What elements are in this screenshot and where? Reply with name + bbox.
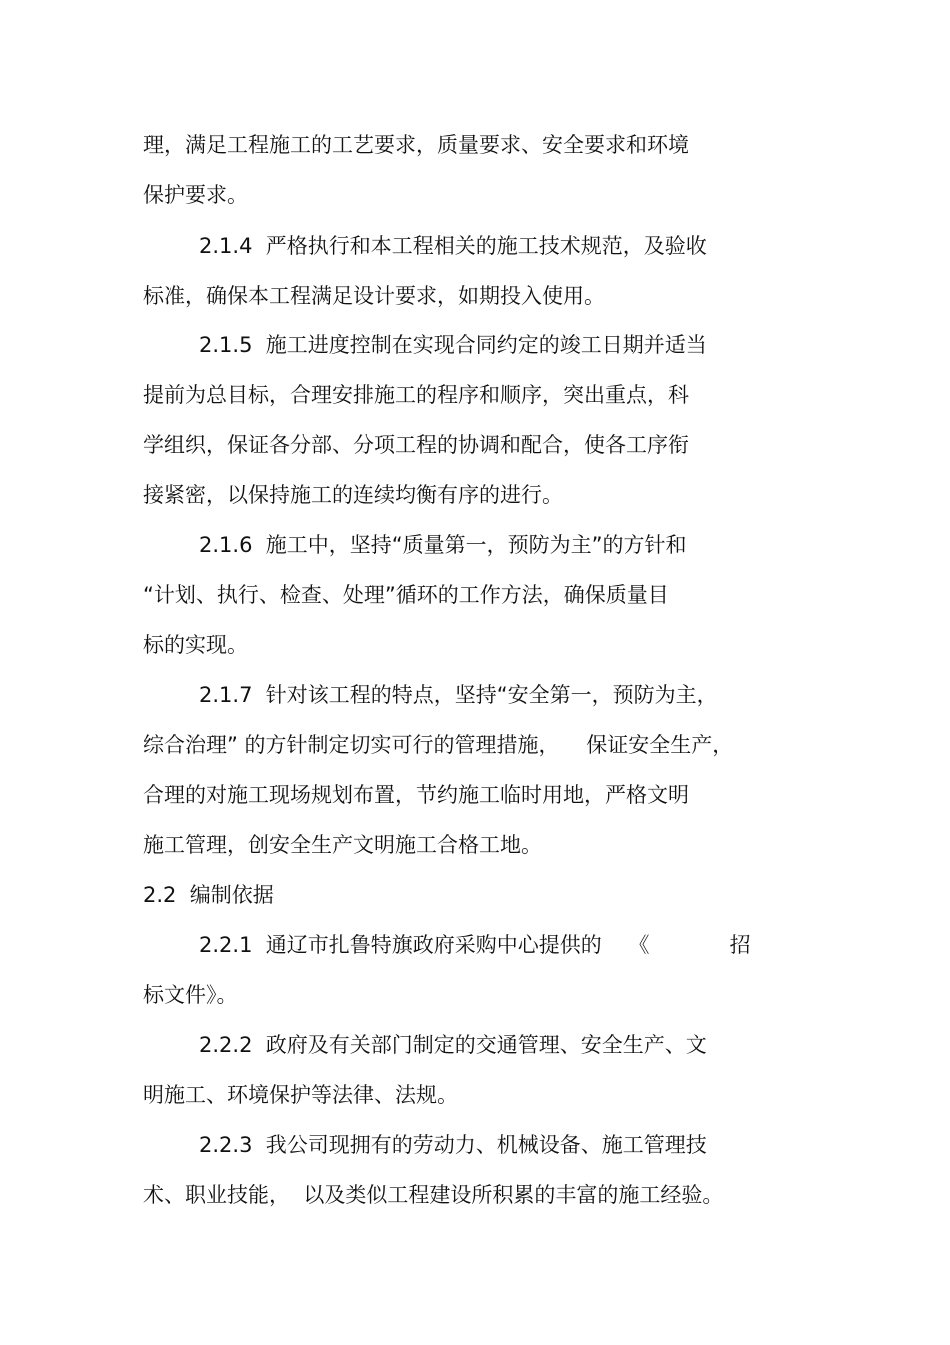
- text-line: 2.2.3 我公司现拥有的劳动力、机械设备、施工管理技: [199, 1133, 707, 1157]
- section-heading: 2.2 编制依据: [143, 883, 274, 907]
- text-line: 标准，确保本工程满足设计要求，如期投入使用。: [143, 284, 605, 308]
- text-line: 术、职业技能， 以及类似工程建设所积累的丰富的施工经验。: [143, 1183, 724, 1207]
- text-line: 2.2.2 政府及有关部门制定的交通管理、安全生产、文: [199, 1033, 707, 1057]
- text-line: 合理的对施工现场规划布置，节约施工临时用地，严格文明: [143, 783, 689, 807]
- text-line: 2.1.5 施工进度控制在实现合同约定的竣工日期并适当: [199, 333, 707, 357]
- text-line: 标的实现。: [143, 633, 248, 657]
- text-line: 明施工、环境保护等法律、法规。: [143, 1083, 458, 1107]
- text-line: 标文件》。: [143, 983, 238, 1007]
- text-line: “计划、执行、检查、处理”循环的工作方法，确保质量目: [143, 583, 669, 607]
- text-line: 学组织，保证各分部、分项工程的协调和配合，使各工序衔: [143, 433, 689, 457]
- text-line: 综合治理” 的方针制定切实可行的管理措施， 保证安全生产，: [143, 733, 734, 757]
- text-line: 2.1.7 针对该工程的特点，坚持“安全第一，预防为主，: [199, 683, 718, 707]
- text-line: 2.2.1 通辽市扎鲁特旗政府采购中心提供的 《 招: [199, 933, 751, 957]
- text-line: 2.1.6 施工中，坚持“质量第一，预防为主”的方针和: [199, 533, 687, 557]
- text-line: 施工管理，创安全生产文明施工合格工地。: [143, 833, 542, 857]
- text-line: 提前为总目标，合理安排施工的程序和顺序，突出重点，科: [143, 383, 689, 407]
- text-line: 保护要求。: [143, 183, 248, 207]
- text-line: 2.1.4 严格执行和本工程相关的施工技术规范，及验收: [199, 234, 707, 258]
- text-line: 接紧密，以保持施工的连续均衡有序的进行。: [143, 483, 563, 507]
- text-line: 理，满足工程施工的工艺要求，质量要求、安全要求和环境: [143, 133, 689, 157]
